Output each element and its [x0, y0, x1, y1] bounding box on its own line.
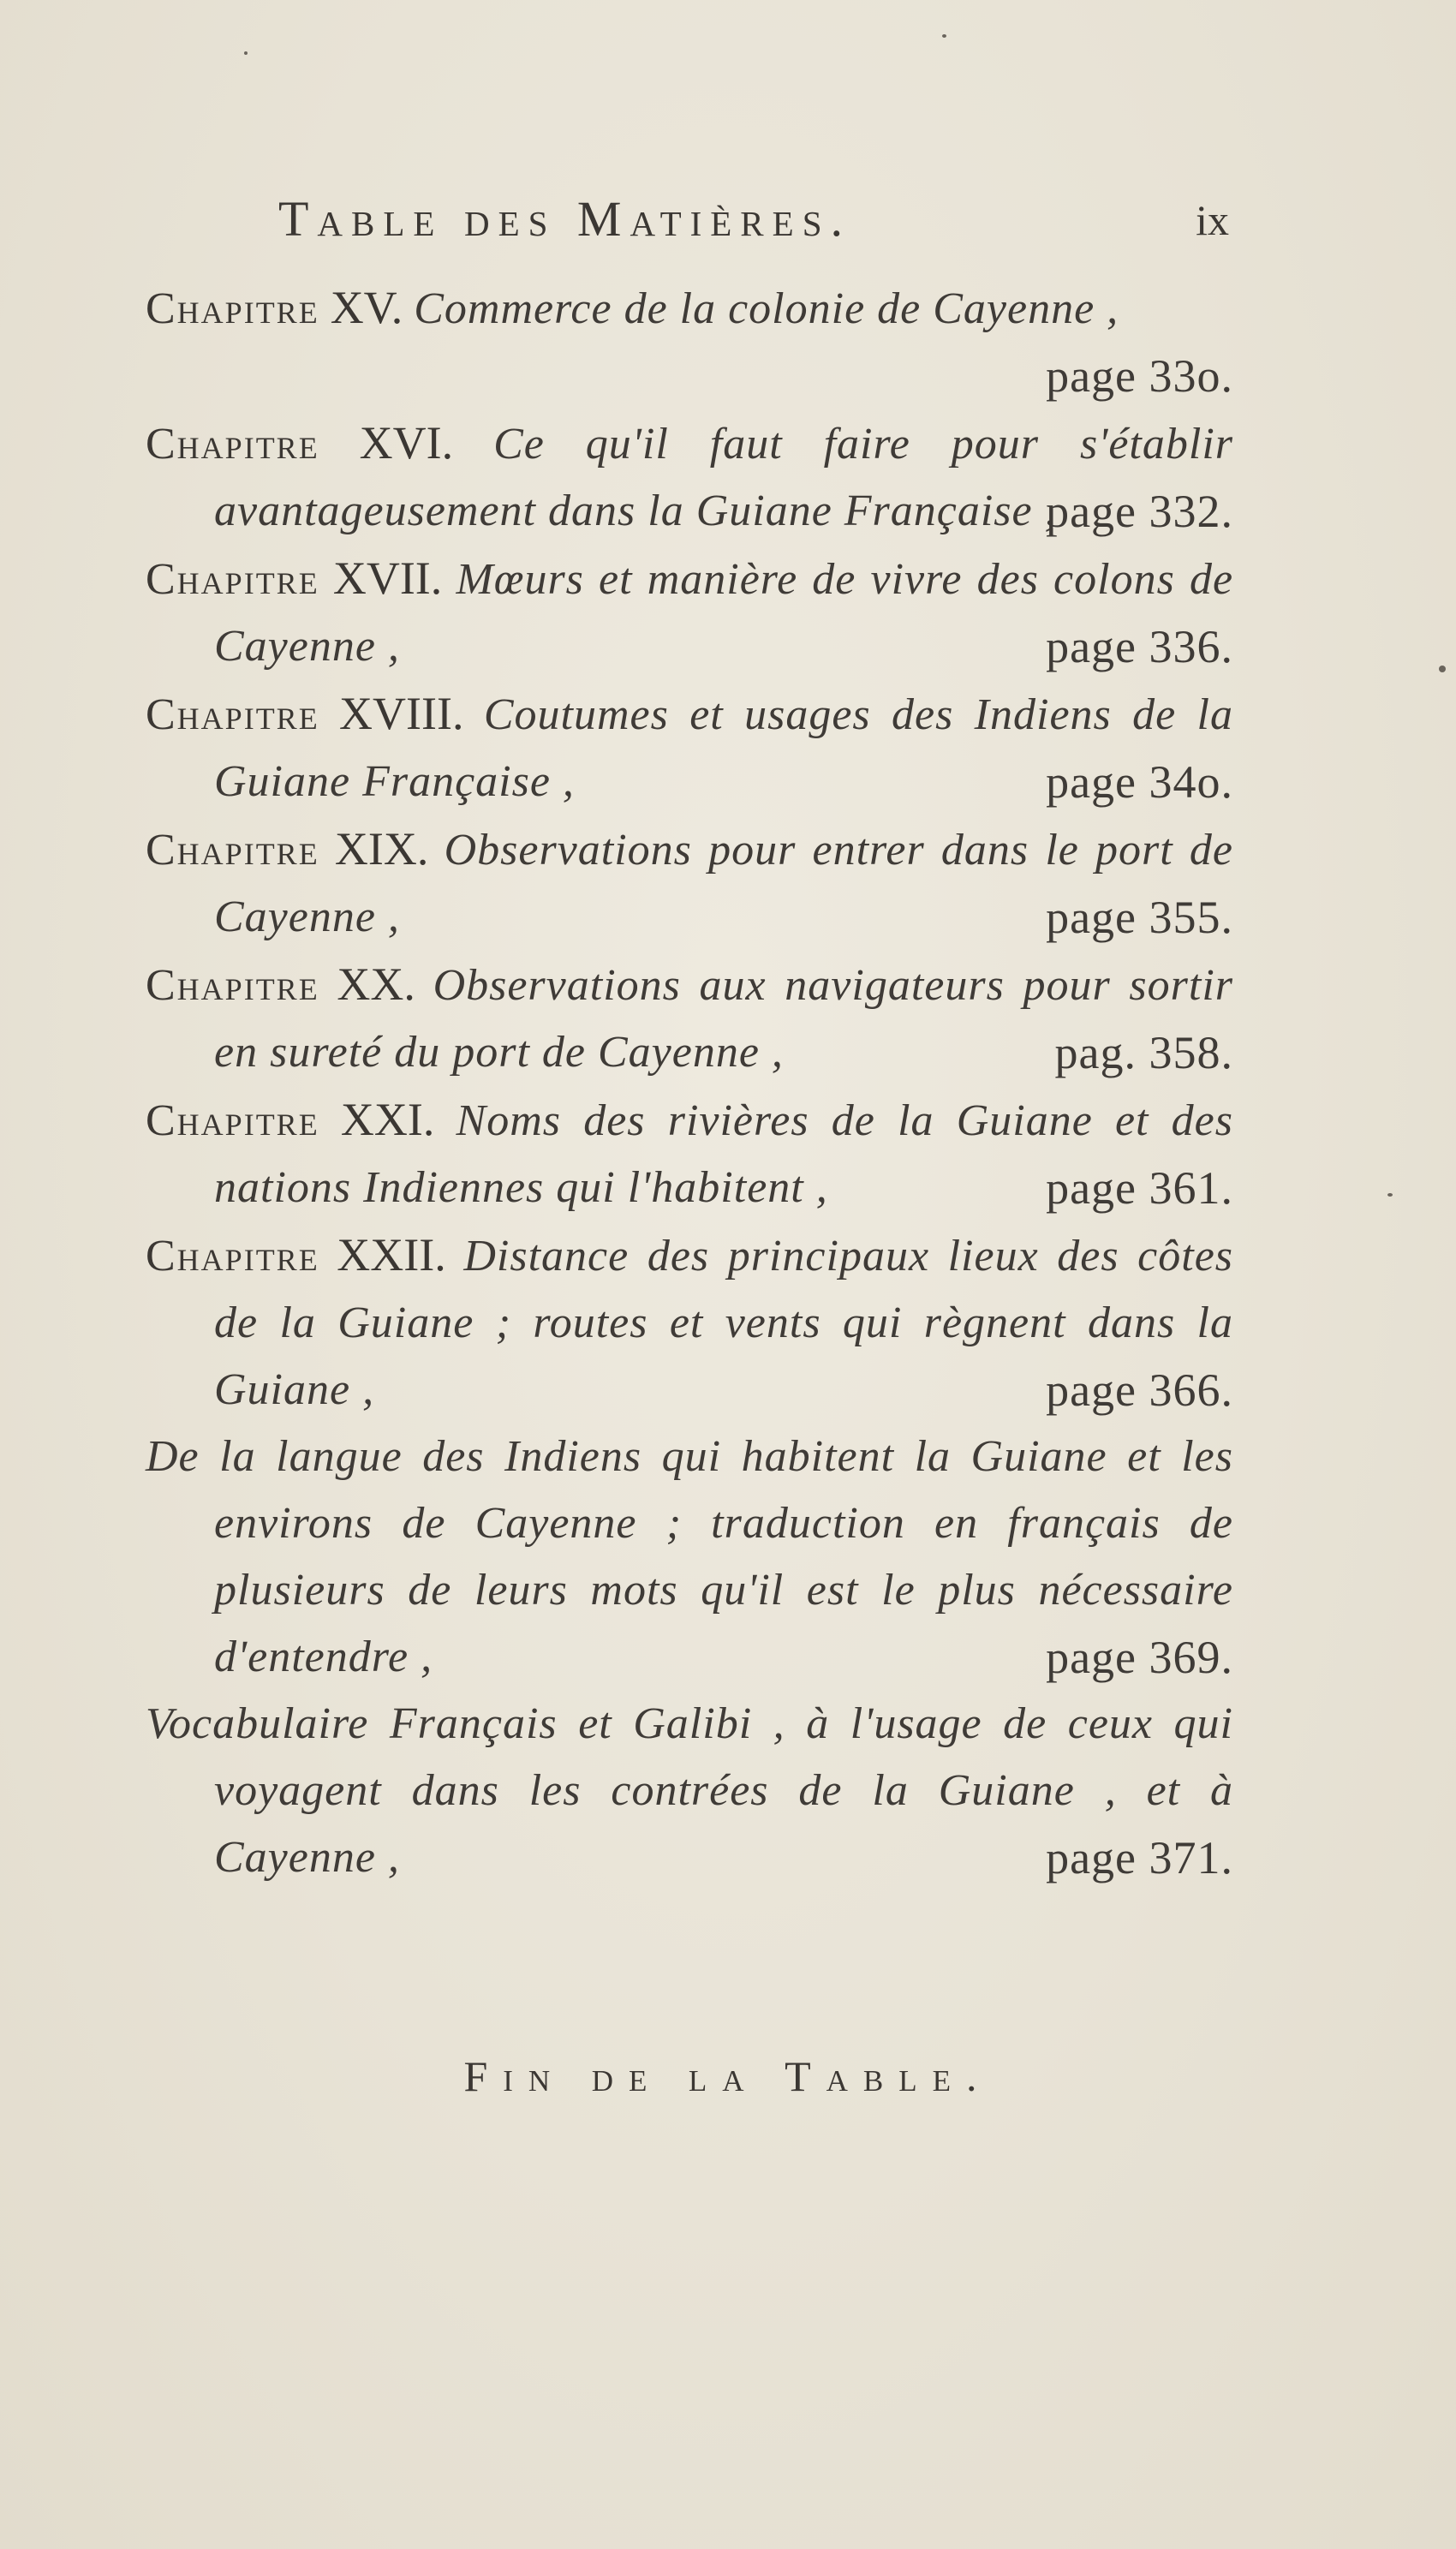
page-reference: page 332. — [1046, 486, 1233, 537]
chapter-number: XVII. — [332, 552, 443, 604]
page-reference: page 366. — [1046, 1364, 1233, 1416]
chapter-number: XV. — [330, 282, 403, 333]
chapter-description: Mœurs et manière de vivre des colons de Cayenne , — [214, 555, 1234, 671]
chapter-label: Chapitre — [146, 826, 319, 875]
chapter-description: Commerce de la colonie de Cayenne , — [414, 284, 1119, 333]
running-title: Table des Matières. — [278, 191, 851, 247]
chapter-number: XIX. — [334, 823, 429, 875]
chapter-number: XXI. — [340, 1094, 435, 1145]
toc-entry — [146, 680, 1233, 815]
section-description: De la langue des Indiens qui habitent la Guiane et les environs de Cayenne ; traduction en français de plusieurs de leurs mots qu'il est le plus nécessaire d'entendre , — [146, 1432, 1233, 1681]
page-reference: page 34o. — [1046, 756, 1233, 808]
page-number: ix — [1196, 196, 1229, 244]
chapter-description: Noms des rivières de la Guiane et des nations Indiennes qui l'habitent , — [214, 1096, 1234, 1212]
paper-speck — [942, 34, 946, 38]
chapter-description: Coutumes et usages des Indiens de la Guiane Française , — [214, 690, 1233, 806]
page-reference: page 336. — [1046, 621, 1233, 672]
chapter-label: Chapitre — [146, 961, 319, 1010]
chapter-description: Observations pour entrer dans le port de Cayenne , — [214, 826, 1234, 941]
paper-speck — [1387, 1193, 1393, 1197]
table-of-contents — [146, 274, 1233, 1891]
chapter-description: Observations aux navigateurs pour sortir en sureté du port de Cayenne , — [214, 961, 1234, 1077]
toc-entry — [146, 1691, 1233, 1891]
chapter-label: Chapitre — [146, 690, 319, 739]
toc-entry — [146, 815, 1233, 951]
chapter-label: Chapitre — [146, 1232, 319, 1280]
section-description: Vocabulaire Français et Galibi , à l'usage de ceux qui voyagent dans les contrées de la Guiane , et à Cayenne , — [146, 1699, 1233, 1882]
toc-entry — [146, 274, 1233, 409]
end-of-table-text: Fin de la Table. — [463, 2052, 993, 2100]
chapter-label: Chapitre — [146, 420, 319, 469]
chapter-number: XVI. — [359, 417, 454, 469]
toc-entry — [146, 1086, 1233, 1221]
page-reference: page 355. — [1046, 892, 1233, 943]
chapter-description: Ce qu'il faut faire pour s'établir avantageusement dans la Guiane Française , — [214, 420, 1234, 535]
toc-entry — [146, 1221, 1233, 1424]
toc-entry — [146, 409, 1233, 545]
chapter-number: XXII. — [337, 1229, 446, 1280]
chapter-label: Chapitre — [146, 284, 319, 333]
paper-speck — [1439, 666, 1446, 672]
page-header — [278, 190, 1229, 259]
toc-entry — [146, 1424, 1233, 1691]
chapter-number: XVIII. — [339, 688, 464, 739]
chapter-label: Chapitre — [146, 1096, 319, 1145]
page-reference: page 371. — [1046, 1832, 1233, 1883]
page-reference: pag. 358. — [1054, 1027, 1233, 1078]
page-reference: page 361. — [1046, 1162, 1233, 1214]
chapter-label: Chapitre — [146, 555, 319, 604]
page-reference: page 33o. — [1046, 350, 1233, 402]
chapter-description: Distance des principaux lieux des côtes de la Guiane ; routes et vents qui règnent dans la Guiane , — [214, 1232, 1234, 1414]
paper-speck — [244, 51, 248, 55]
toc-entry — [146, 545, 1233, 680]
toc-entry — [146, 951, 1233, 1086]
chapter-number: XX. — [337, 958, 415, 1010]
page-reference: page 369. — [1046, 1632, 1233, 1683]
